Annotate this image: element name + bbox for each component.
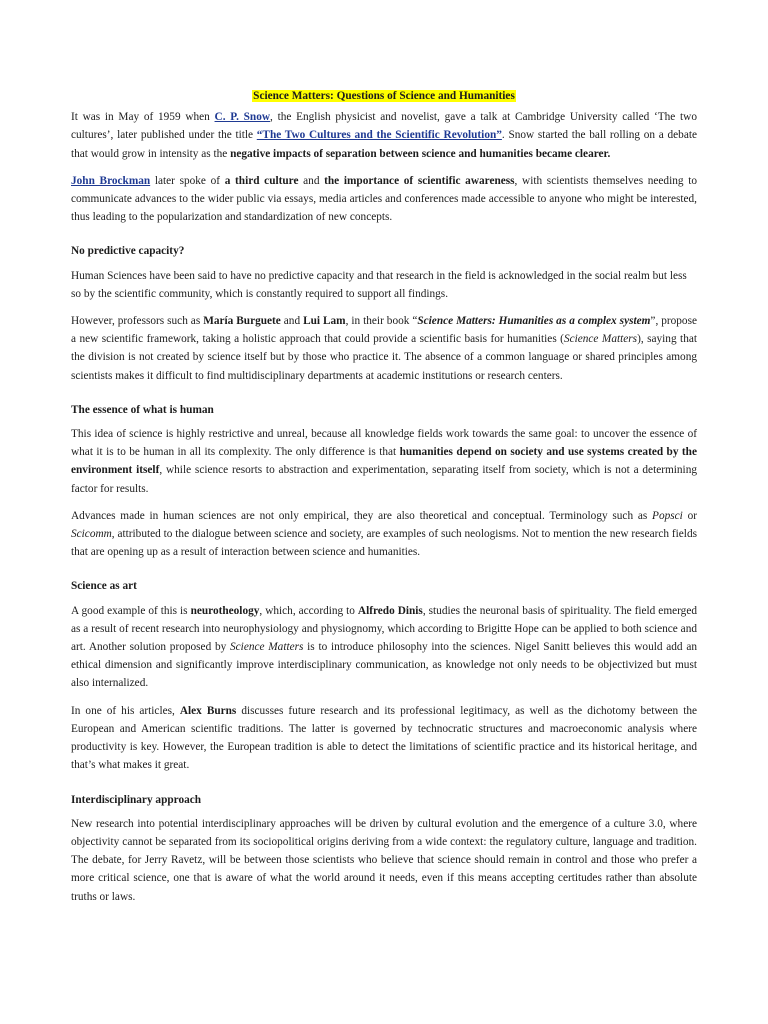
paragraph-intro bbox=[71, 108, 697, 163]
text: is to introduce philosophy into the sciences. Nigel Sanitt believes this would add an ethical dimension and significantly improve interdisciplinary communication, as knowledge not only needs to be objectivized but must also internalized. bbox=[71, 641, 697, 690]
paragraph-neurotheology bbox=[71, 602, 697, 693]
link-john-brockman[interactable]: John Brockman bbox=[71, 174, 151, 187]
bold-text: the importance of scientific awareness bbox=[324, 174, 515, 187]
link-cp-snow[interactable]: C. P. Snow bbox=[214, 111, 271, 124]
text: , studies the neuronal basis of spirituality. The field emerged as a result of recent research into neurophysiology and physiognomy, which according to Brigitte Hope can be applied to both science and art. Another solution proposed by bbox=[71, 604, 697, 654]
bold-text: María Burguete bbox=[203, 315, 281, 328]
text: . Snow started the ball rolling on a debate that would grow in intensity as the bbox=[71, 129, 697, 160]
text: ), saying that the division is not created by science itself but by those who practice it. The absence of a common language or shared principles among scientists makes it difficult to find multidisciplinary departments at academic institutions or research centers. bbox=[71, 333, 698, 382]
bold-text: a third culture bbox=[224, 174, 299, 187]
italic-text: Scicomm bbox=[71, 528, 112, 541]
paragraph-essence bbox=[71, 425, 697, 498]
paragraph-alex-burns bbox=[71, 702, 697, 775]
text: , the English physicist and novelist, gave a talk at Cambridge University called ‘The two cultures’, later published under the title bbox=[71, 111, 697, 142]
italic-text: Popsci bbox=[652, 509, 683, 522]
text: and bbox=[298, 174, 325, 187]
heading-science-art: Science as art bbox=[71, 580, 137, 593]
heading-essence: The essence of what is human bbox=[71, 403, 214, 416]
heading-interdisciplinary: Interdisciplinary approach bbox=[71, 793, 202, 806]
text: This idea of science is highly restrictive and unreal, because all knowledge fields work towards the same goal: to uncover the essence of what it is to be human in all its complexity. The only difference is that bbox=[71, 428, 697, 459]
bold-text: Lui Lam bbox=[303, 315, 346, 328]
text: , while science resorts to abstraction and experimentation, separating itself from society, which is not a determining factor for results. bbox=[71, 464, 697, 495]
paragraph-brockman bbox=[71, 172, 697, 227]
article-title bbox=[71, 87, 697, 105]
title-highlight: Science Matters: Questions of Science and Humanities bbox=[253, 90, 515, 102]
book-title: Science Matters: Humanities as a complex system bbox=[417, 315, 651, 328]
link-two-cultures[interactable]: “The Two Cultures and the Scientific Revolution” bbox=[256, 129, 502, 142]
italic-text: Science Matters bbox=[563, 333, 638, 346]
text: or bbox=[682, 509, 697, 522]
text: ” bbox=[650, 315, 656, 328]
text: It was in May of 1959 when bbox=[71, 111, 215, 124]
article-body bbox=[71, 87, 697, 915]
text: However, professors such as bbox=[71, 315, 204, 328]
bold-text: Alfredo Dinis bbox=[357, 604, 423, 617]
text: later spoke of bbox=[150, 174, 225, 187]
text: and bbox=[280, 315, 304, 328]
paragraph-professors bbox=[71, 312, 697, 385]
text: , propose a new scientific framework, taking a holistic approach that could provide a scientific basis for humanities ( bbox=[71, 315, 697, 346]
paragraph-interdisciplinary: New research into potential interdisciplinary approaches will be driven by cultural evolution and the emergence of a culture 3.0, where objectivity cannot be separated from its sociopolitical origins deriving from a wide context: the regulatory culture, language and tradition. The debate, for Jerry Ravetz, will be between those scientists who believe that science should remain in control and those who prefer a more critical science, one that is aware of what the world around it needs, even if this means accepting certitudes rather than absolute truths or laws. bbox=[71, 817, 697, 903]
bold-text: humanities depend on society and use systems created by the environment itself bbox=[71, 446, 697, 477]
text: In one of his articles, bbox=[71, 704, 180, 717]
italic-text: Science Matters bbox=[230, 641, 304, 654]
paragraph-advances bbox=[71, 507, 697, 562]
text: , attributed to the dialogue between science and society, are examples of such neologisms. Not to mention the new research fields that are opening up as a result of interaction between science and humanities. bbox=[71, 528, 697, 559]
paragraph-predictive: Human Sciences have been said to have no predictive capacity and that research in the field is acknowledged in the social realm but less so by the scientific community, which is constantly required to support all findings. bbox=[71, 269, 687, 300]
text: Advances made in human sciences are not only empirical, they are also theoretical and conceptual. Terminology such as bbox=[71, 509, 653, 522]
text: , with scientists themselves needing to communicate advances to the wider public via essays, media articles and conferences made accessible to anyone who might be interested, thus leading to the popularization and standardization of new concepts. bbox=[71, 174, 697, 224]
bold-text: Alex Burns bbox=[179, 704, 237, 717]
bold-text: neurotheology bbox=[190, 604, 260, 617]
heading-predictive: No predictive capacity? bbox=[71, 245, 185, 258]
text: , which, according to bbox=[259, 604, 358, 617]
text: discusses future research and its professional legitimacy, as well as the dichotomy between the European and American scientific traditions. The latter is governed by technocratic structures and macroeconomic analysis where productivity is key. However, the European tradition is able to detect the limitations of scientific practice and its historical heritage, and that’s what makes it great. bbox=[71, 704, 698, 772]
text: A good example of this is bbox=[71, 604, 191, 617]
text: , in their book “ bbox=[345, 315, 418, 328]
bold-text: negative impacts of separation between science and humanities became clearer. bbox=[230, 147, 611, 160]
